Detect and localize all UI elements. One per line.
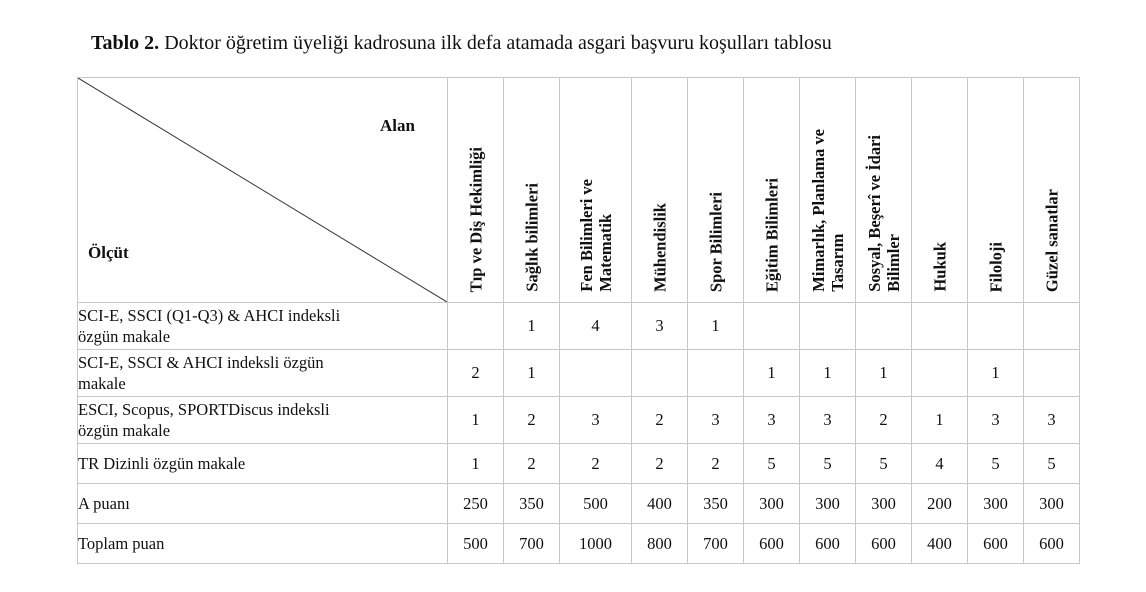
row-label-line: TR Dizinli özgün makale	[78, 454, 246, 473]
table-cell: 5	[744, 444, 800, 484]
table-cell: 3	[560, 397, 632, 444]
row-label	[78, 397, 448, 444]
table-row	[78, 484, 1080, 524]
table-cell: 5	[800, 444, 856, 484]
table-cell: 2	[448, 350, 504, 397]
table-cell: 3	[800, 397, 856, 444]
table-cell: 1	[800, 350, 856, 397]
table-cell: 2	[856, 397, 912, 444]
table-cell	[560, 350, 632, 397]
table-cell: 700	[688, 524, 744, 564]
column-header	[632, 78, 688, 303]
column-header-line: Tasarım	[827, 233, 847, 292]
corner-bottom-label: Ölçüt	[88, 243, 129, 262]
row-label-line: özgün makale	[78, 327, 171, 346]
column-header-line: Sosyal, Beşerî ve İdari	[864, 135, 884, 292]
table-cell: 1	[744, 350, 800, 397]
column-header-text	[522, 183, 541, 292]
column-header-line: Mühendislik	[650, 203, 669, 292]
table-cell: 350	[504, 484, 560, 524]
table-cell: 1	[504, 303, 560, 350]
table-cell: 4	[912, 444, 968, 484]
column-header	[744, 78, 800, 303]
column-header	[1024, 78, 1080, 303]
table-cell: 500	[560, 484, 632, 524]
table-row	[78, 303, 1080, 350]
table-cell: 200	[912, 484, 968, 524]
table-cell: 2	[560, 444, 632, 484]
column-header	[688, 78, 744, 303]
table-cell: 400	[632, 484, 688, 524]
table-cell: 2	[504, 444, 560, 484]
column-header-line: Filoloji	[986, 241, 1005, 292]
table-cell: 2	[632, 444, 688, 484]
table-cell: 1	[504, 350, 560, 397]
table-cell: 600	[968, 524, 1024, 564]
row-label-line: makale	[78, 374, 126, 393]
table-caption	[91, 31, 832, 55]
table-cell	[448, 303, 504, 350]
row-label	[78, 524, 448, 564]
corner-cell	[78, 78, 448, 303]
table-cell: 3	[632, 303, 688, 350]
row-label-line: ESCI, Scopus, SPORTDiscus indeksli	[78, 400, 330, 419]
row-label-line: A puanı	[78, 494, 130, 513]
criteria-table	[77, 77, 1080, 564]
table-cell	[856, 303, 912, 350]
table-cell: 4	[560, 303, 632, 350]
column-header-line: Sağlık bilimleri	[522, 183, 541, 292]
row-label-line: SCI-E, SSCI (Q1-Q3) & AHCI indeksli	[78, 306, 341, 325]
column-header	[504, 78, 560, 303]
table-cell: 2	[504, 397, 560, 444]
column-header	[968, 78, 1024, 303]
table-cell: 300	[968, 484, 1024, 524]
table-row	[78, 524, 1080, 564]
table-cell	[800, 303, 856, 350]
row-label	[78, 303, 448, 350]
table-cell	[1024, 350, 1080, 397]
row-label-line: SCI-E, SSCI & AHCI indeksli özgün	[78, 353, 324, 372]
column-header-text	[1042, 189, 1061, 292]
table-cell: 350	[688, 484, 744, 524]
row-label-line: özgün makale	[78, 421, 171, 440]
table-row	[78, 444, 1080, 484]
row-label	[78, 484, 448, 524]
table-row	[78, 350, 1080, 397]
column-header-text	[762, 178, 781, 292]
table-cell: 700	[504, 524, 560, 564]
column-header-line: Matematik	[595, 214, 615, 292]
column-header-text	[706, 192, 725, 292]
column-header-line: Bilimler	[883, 234, 903, 292]
column-header-text	[930, 242, 949, 292]
column-header-text	[809, 129, 847, 292]
table-cell: 800	[632, 524, 688, 564]
table-cell: 3	[1024, 397, 1080, 444]
table-cell: 5	[1024, 444, 1080, 484]
table-cell	[632, 350, 688, 397]
column-header	[800, 78, 856, 303]
table-cell: 1	[448, 444, 504, 484]
table-cell: 1	[688, 303, 744, 350]
column-header-line: Tıp ve Diş Hekimliği	[466, 146, 485, 292]
caption-label: Tablo 2.	[91, 32, 160, 54]
column-header-line: Güzel sanatlar	[1042, 188, 1061, 292]
table-cell: 600	[800, 524, 856, 564]
column-header-line: Mimarlık, Planlama ve	[808, 129, 828, 292]
table-cell: 1	[448, 397, 504, 444]
table-cell	[688, 350, 744, 397]
table-cell: 2	[632, 397, 688, 444]
table-cell	[912, 303, 968, 350]
diagonal-divider	[78, 78, 447, 302]
row-label	[78, 350, 448, 397]
table-cell: 5	[856, 444, 912, 484]
table-cell: 500	[448, 524, 504, 564]
table-cell: 1	[912, 397, 968, 444]
table-cell: 3	[968, 397, 1024, 444]
table-cell: 300	[744, 484, 800, 524]
row-label-line: Toplam puan	[78, 534, 165, 553]
column-header	[448, 78, 504, 303]
column-header-text	[986, 242, 1005, 292]
table-cell: 3	[744, 397, 800, 444]
column-header	[856, 78, 912, 303]
table-row	[78, 397, 1080, 444]
column-header	[560, 78, 632, 303]
table-cell: 1000	[560, 524, 632, 564]
table-cell	[744, 303, 800, 350]
row-label	[78, 444, 448, 484]
corner-top-label: Alan	[380, 116, 415, 135]
table-cell: 600	[856, 524, 912, 564]
table-cell	[1024, 303, 1080, 350]
table-cell	[912, 350, 968, 397]
table-cell	[968, 303, 1024, 350]
table-cell: 300	[800, 484, 856, 524]
column-header-line: Eğitim Bilimleri	[762, 177, 781, 292]
column-header-line: Fen Bilimleri ve	[576, 179, 596, 292]
table-cell: 1	[856, 350, 912, 397]
table-cell: 250	[448, 484, 504, 524]
table-cell: 300	[1024, 484, 1080, 524]
column-header-text	[466, 147, 485, 292]
column-header-text	[865, 135, 903, 292]
table-cell: 5	[968, 444, 1024, 484]
table-cell: 600	[744, 524, 800, 564]
table-cell: 300	[856, 484, 912, 524]
table-cell: 600	[1024, 524, 1080, 564]
table-cell: 3	[688, 397, 744, 444]
table-cell: 1	[968, 350, 1024, 397]
column-header-line: Spor Bilimleri	[706, 191, 725, 292]
table-cell: 2	[688, 444, 744, 484]
column-header-line: Hukuk	[930, 242, 949, 292]
column-header-text	[650, 203, 669, 292]
column-header-text	[577, 179, 615, 292]
table-cell: 400	[912, 524, 968, 564]
caption-text: Doktor öğretim üyeliği kadrosuna ilk defa atamada asgari başvuru koşulları tablosu	[164, 32, 832, 54]
column-header	[912, 78, 968, 303]
